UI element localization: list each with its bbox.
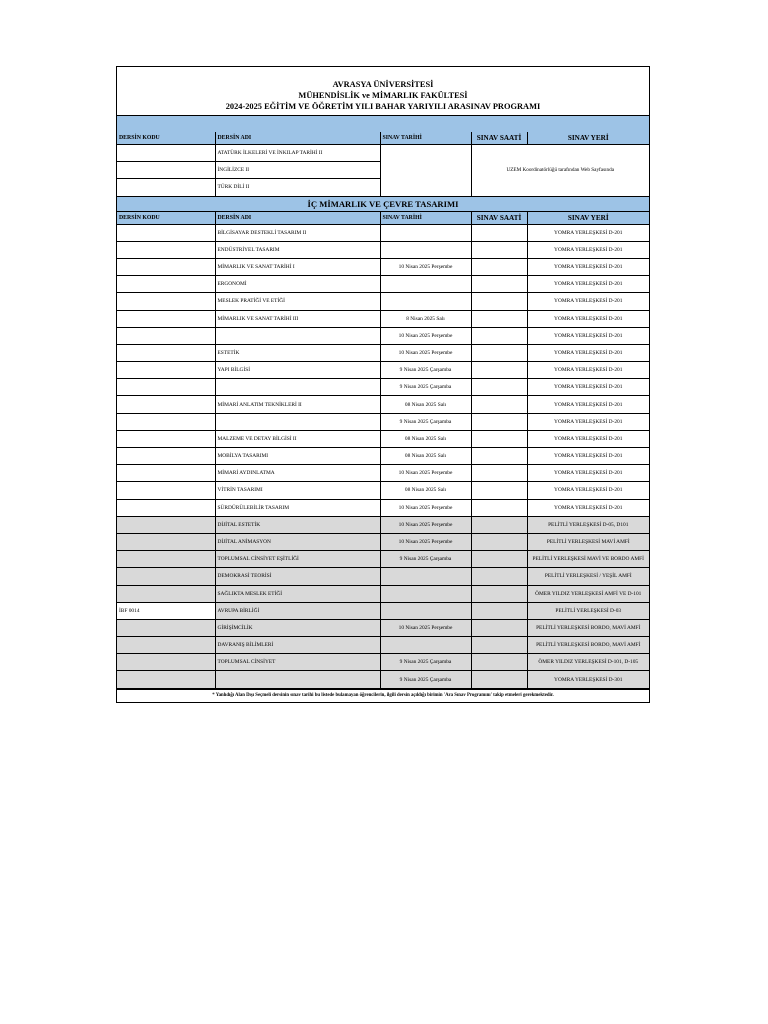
course-name: ATATÜRK İLKELERİ VE İNKILAP TARİHİ II	[215, 145, 380, 162]
exam-time	[471, 224, 527, 241]
exam-date	[380, 637, 471, 654]
course-code	[117, 533, 215, 550]
common-courses-table	[117, 132, 649, 689]
exam-time	[471, 379, 527, 396]
exam-place: PELİTLİ YERLEŞKESİ / YEŞİL AMFİ	[527, 568, 649, 585]
section-title-row	[117, 196, 649, 211]
course-name: MESLEK PRATİĞİ VE ETİĞİ	[215, 293, 380, 310]
exam-place: YOMRA YERLEŞKESİ D-201	[527, 293, 649, 310]
exam-time	[471, 293, 527, 310]
exam-date: 08 Nisan 2025 Salı	[380, 396, 471, 413]
course-name: DEMOKRASİ TEORİSİ	[215, 568, 380, 585]
exam-date: 8 Nisan 2025 Salı	[380, 310, 471, 327]
course-code	[117, 448, 215, 465]
exam-time	[471, 362, 527, 379]
exam-place: PELİTLİ YERLEŞKESİ D-05, D101	[527, 516, 649, 533]
exam-place: YOMRA YERLEŞKESİ D-201	[527, 224, 649, 241]
exam-time	[471, 310, 527, 327]
exam-date	[380, 241, 471, 258]
table-row	[117, 430, 649, 447]
exam-date: 9 Nisan 2025 Çarşamba	[380, 413, 471, 430]
table-row	[117, 585, 649, 602]
exam-time	[471, 585, 527, 602]
exam-date: 10 Nisan 2025 Perşembe	[380, 465, 471, 482]
exam-date: 10 Nisan 2025 Perşembe	[380, 499, 471, 516]
exam-time	[471, 568, 527, 585]
col-course-name: DERSİN ADI	[215, 132, 380, 145]
exam-time	[471, 499, 527, 516]
table-row	[117, 448, 649, 465]
exam-place: PELİTLİ YERLEŞKESİ D-03	[527, 602, 649, 619]
course-name: BİLGİSAYAR DESTEKLİ TASARIM II	[215, 224, 380, 241]
course-name: DİJİTAL ESTETİK	[215, 516, 380, 533]
table-row	[117, 258, 649, 275]
col-course-code: DERSİN KODU	[117, 132, 215, 145]
col-exam-place: SINAV YERİ	[527, 211, 649, 224]
exam-time	[471, 344, 527, 361]
exam-date: 9 Nisan 2025 Çarşamba	[380, 551, 471, 568]
exam-time	[471, 465, 527, 482]
course-name: DİJİTAL ANİMASYON	[215, 533, 380, 550]
table-row	[117, 396, 649, 413]
course-code	[117, 568, 215, 585]
course-code	[117, 396, 215, 413]
table-row	[117, 551, 649, 568]
course-code	[117, 585, 215, 602]
course-name: İNGİLİZCE II	[215, 162, 380, 179]
course-name: ESTETİK	[215, 344, 380, 361]
uzem-note: UZEM Koordinatörlüğü tarafından Web Sayfasında	[471, 145, 649, 197]
table-row	[117, 671, 649, 688]
table-row	[117, 568, 649, 585]
exam-date: 10 Nisan 2025 Perşembe	[380, 327, 471, 344]
course-name	[215, 671, 380, 688]
exam-place: YOMRA YERLEŞKESİ D-201	[527, 379, 649, 396]
course-code	[117, 224, 215, 241]
course-name: MİMARLIK VE SANAT TARİHİ III	[215, 310, 380, 327]
exam-time	[471, 482, 527, 499]
exam-place: YOMRA YERLEŞKESİ D-201	[527, 276, 649, 293]
course-name: TOPLUMSAL CİNSİYET	[215, 654, 380, 671]
exam-place: YOMRA YERLEŞKESİ D-201	[527, 362, 649, 379]
course-code	[117, 241, 215, 258]
col-course-name: DERSİN ADI	[215, 211, 380, 224]
exam-time	[471, 619, 527, 636]
course-code	[117, 344, 215, 361]
exam-time	[471, 671, 527, 688]
exam-time	[471, 413, 527, 430]
table-row	[117, 310, 649, 327]
course-name	[215, 379, 380, 396]
exam-date: 08 Nisan 2025 Salı	[380, 448, 471, 465]
exam-place: YOMRA YERLEŞKESİ D-201	[527, 310, 649, 327]
exam-date: 9 Nisan 2025 Çarşamba	[380, 379, 471, 396]
exam-schedule-sheet	[116, 66, 650, 703]
exam-place: YOMRA YERLEŞKESİ D-201	[527, 344, 649, 361]
table-row	[117, 516, 649, 533]
course-code	[117, 654, 215, 671]
exam-date	[380, 602, 471, 619]
table-row	[117, 654, 649, 671]
exam-place: YOMRA YERLEŞKESİ D-201	[527, 448, 649, 465]
exam-place: YOMRA YERLEŞKESİ D-201	[527, 258, 649, 275]
course-name: GİRİŞİMCİLİK	[215, 619, 380, 636]
table-row	[117, 344, 649, 361]
course-code	[117, 499, 215, 516]
exam-place: YOMRA YERLEŞKESİ D-201	[527, 241, 649, 258]
department-rows	[117, 224, 649, 516]
exam-place: YOMRA YERLEŞKESİ D-301	[527, 671, 649, 688]
course-name: TOPLUMSAL CİNSİYET EŞİTLİĞİ	[215, 551, 380, 568]
course-name: ENDÜSTRİYEL TASARIM	[215, 241, 380, 258]
course-code	[117, 362, 215, 379]
exam-place: ÖMER YILDIZ YERLEŞKESİ AMFİ VE D-101	[527, 585, 649, 602]
table-row	[117, 224, 649, 241]
table-row	[117, 276, 649, 293]
course-name: MİMARİ AYDINLATMA	[215, 465, 380, 482]
course-code	[117, 327, 215, 344]
exam-date: 10 Nisan 2025 Perşembe	[380, 258, 471, 275]
table-row	[117, 413, 649, 430]
course-name: MİMARİ ANLATIM TEKNİKLERİ II	[215, 396, 380, 413]
course-name	[215, 327, 380, 344]
exam-place: YOMRA YERLEŞKESİ D-201	[527, 499, 649, 516]
exam-place: YOMRA YERLEŞKESİ D-201	[527, 327, 649, 344]
exam-date	[380, 276, 471, 293]
course-name: SAĞLIKTA MESLEK ETİĞİ	[215, 585, 380, 602]
exam-time	[471, 430, 527, 447]
course-name: MOBİLYA TASARIMI	[215, 448, 380, 465]
course-code	[117, 293, 215, 310]
exam-time	[471, 258, 527, 275]
course-code	[117, 276, 215, 293]
col-exam-time: SINAV SAATİ	[471, 211, 527, 224]
table-row	[117, 637, 649, 654]
exam-time	[471, 551, 527, 568]
course-code: İBF 0014	[117, 602, 215, 619]
document-header	[117, 67, 649, 115]
course-name: MALZEME VE DETAY BİLGİSİ II	[215, 430, 380, 447]
exam-time	[471, 276, 527, 293]
course-name: ERGONOMİ	[215, 276, 380, 293]
exam-time	[471, 637, 527, 654]
course-code	[117, 619, 215, 636]
course-name	[215, 413, 380, 430]
course-name: YAPI BİLGİSİ	[215, 362, 380, 379]
exam-time	[471, 516, 527, 533]
exam-date	[380, 293, 471, 310]
exam-time	[471, 654, 527, 671]
exam-date	[380, 224, 471, 241]
course-code	[117, 637, 215, 654]
course-code	[117, 413, 215, 430]
exam-date: 10 Nisan 2025 Perşembe	[380, 516, 471, 533]
course-code	[117, 516, 215, 533]
exam-date: 9 Nisan 2025 Çarşamba	[380, 362, 471, 379]
course-name: AVRUPA BİRLİĞİ	[215, 602, 380, 619]
exam-time	[471, 448, 527, 465]
section-title: İÇ MİMARLIK VE ÇEVRE TASARIMI	[117, 196, 649, 211]
course-code	[117, 379, 215, 396]
table-row	[117, 293, 649, 310]
exam-place: PELİTLİ YERLEŞKESİ BORDO, MAVİ AMFİ	[527, 619, 649, 636]
footnote: * Yanlıdığı Alan Dışı Seçmeli dersinin sınav tarihi bu listede bulamayan öğrencilerin, ilgili dersin açıldığı birimin 'Ara Sınav Programını' takip etmeleri gerekmektedir.	[117, 689, 649, 702]
table-row	[117, 145, 649, 162]
exam-time	[471, 241, 527, 258]
course-code	[117, 465, 215, 482]
table-row	[117, 465, 649, 482]
exam-time	[471, 602, 527, 619]
elective-rows	[117, 516, 649, 688]
faculty-name: MÜHENDİSLİK ve MİMARLIK FAKÜLTESİ	[298, 91, 468, 100]
course-name: SÜRDÜRÜLEBİLİR TASARIM	[215, 499, 380, 516]
exam-date: 08 Nisan 2025 Salı	[380, 430, 471, 447]
table-row	[117, 379, 649, 396]
exam-place: YOMRA YERLEŞKESİ D-201	[527, 482, 649, 499]
exam-place: YOMRA YERLEŞKESİ D-201	[527, 413, 649, 430]
table-row	[117, 619, 649, 636]
exam-date: 10 Nisan 2025 Perşembe	[380, 344, 471, 361]
course-code	[117, 671, 215, 688]
course-name: TÜRK DİLİ II	[215, 179, 380, 196]
exam-place: PELİTLİ YERLEŞKESİ MAVİ AMFİ	[527, 533, 649, 550]
exam-place: PELİTLİ YERLEŞKESİ BORDO, MAVİ AMFİ	[527, 637, 649, 654]
table-row	[117, 327, 649, 344]
exam-time	[471, 327, 527, 344]
exam-date: 10 Nisan 2025 Perşembe	[380, 533, 471, 550]
exam-place: YOMRA YERLEŞKESİ D-201	[527, 465, 649, 482]
program-title: 2024-2025 EĞİTİM VE ÖĞRETİM YILI BAHAR YARIYILI ARASINAV PROGRAMI	[225, 102, 541, 111]
table-row	[117, 499, 649, 516]
course-code	[117, 258, 215, 275]
col-exam-date: SINAV TARİHİ	[380, 211, 471, 224]
table-row	[117, 362, 649, 379]
exam-time	[471, 533, 527, 550]
course-code	[117, 310, 215, 327]
course-name: VİTRİN TASARIMI	[215, 482, 380, 499]
course-name: DAVRANIŞ BİLİMLERİ	[215, 637, 380, 654]
exam-date: 08 Nisan 2025 Salı	[380, 482, 471, 499]
col-exam-time: SINAV SAATİ	[471, 132, 527, 145]
course-name: MİMARLIK VE SANAT TARİHİ I	[215, 258, 380, 275]
exam-date: 9 Nisan 2025 Çarşamba	[380, 671, 471, 688]
course-code	[117, 482, 215, 499]
col-exam-date: SINAV TARİHİ	[380, 132, 471, 145]
header-band	[117, 115, 649, 132]
exam-place: ÖMER YILDIZ YERLEŞKESİ D-101, D-105	[527, 654, 649, 671]
exam-place: YOMRA YERLEŞKESİ D-201	[527, 430, 649, 447]
col-exam-place: SINAV YERİ	[527, 132, 649, 145]
exam-date	[380, 568, 471, 585]
exam-date: 9 Nisan 2025 Çarşamba	[380, 654, 471, 671]
column-header-row	[117, 211, 649, 224]
exam-place: YOMRA YERLEŞKESİ D-201	[527, 396, 649, 413]
course-code	[117, 551, 215, 568]
exam-time	[471, 396, 527, 413]
exam-date	[380, 585, 471, 602]
column-header-row	[117, 132, 649, 145]
table-row	[117, 482, 649, 499]
table-row	[117, 533, 649, 550]
col-course-code: DERSİN KODU	[117, 211, 215, 224]
exam-date: 10 Nisan 2025 Perşembe	[380, 619, 471, 636]
table-row	[117, 241, 649, 258]
university-name: AVRASYA ÜNİVERSİTESİ	[332, 80, 434, 89]
table-row	[117, 602, 649, 619]
course-code	[117, 430, 215, 447]
exam-place: PELİTLİ YERLEŞKESİ MAVİ VE BORDO AMFİ	[527, 551, 649, 568]
